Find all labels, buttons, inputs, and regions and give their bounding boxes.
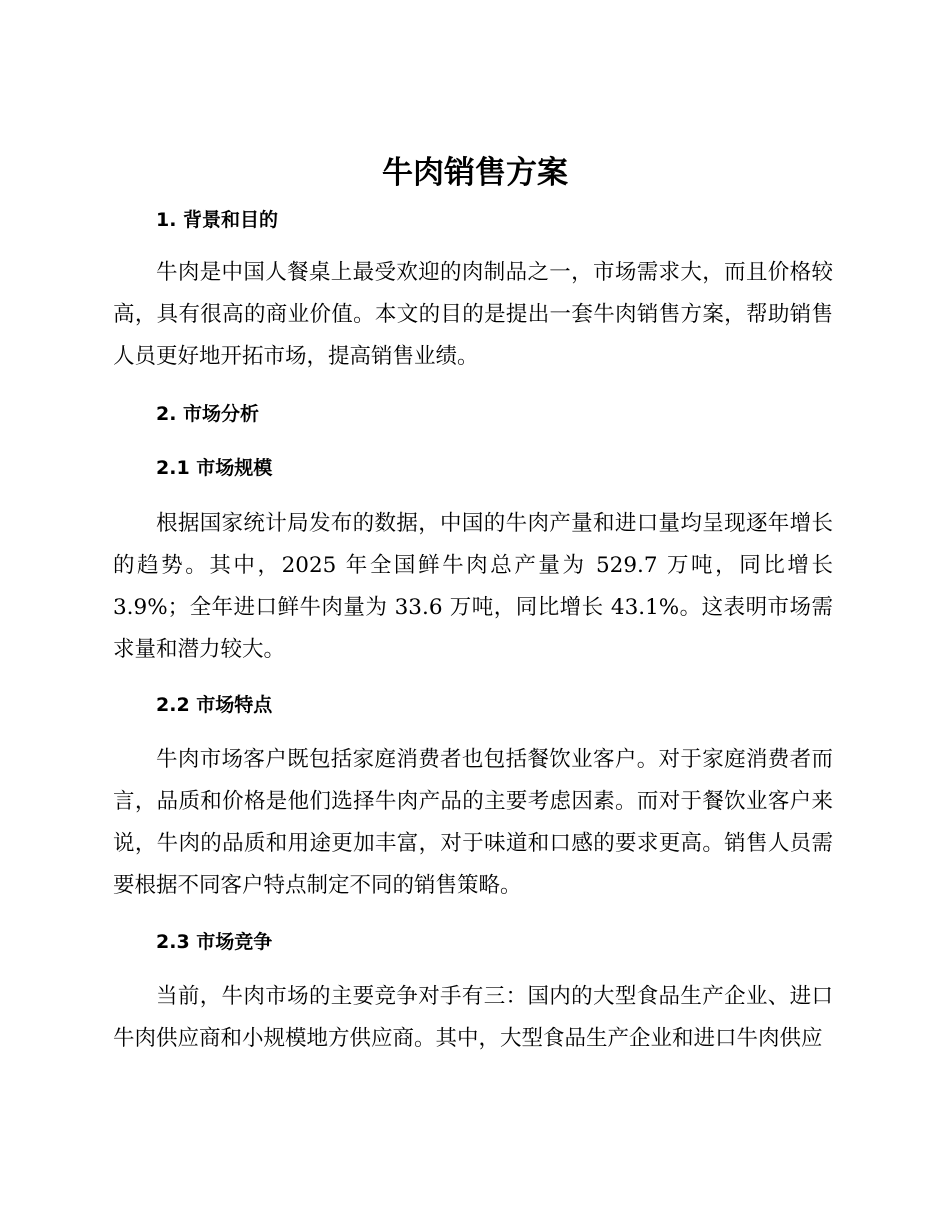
paragraph-market-size: 根据国家统计局发布的数据，中国的牛肉产量和进口量均呈现逐年增长的趋势。其中，2025 年全国鲜牛肉总产量为 529.7 万吨，同比增长 3.9%；全年进口鲜牛肉量为 33.6 万吨，同比增长 43.1%。这表明市场需求量和潜力较大。 [113,511,833,662]
document-title: 牛肉销售方案 [382,155,568,191]
section-heading-market-features: 2.2 市场特点 [156,694,273,716]
paragraph-market-features: 牛肉市场客户既包括家庭消费者也包括餐饮业客户。对于家庭消费者而言，品质和价格是他们选择牛肉产品的主要考虑因素。而对于餐饮业客户来说，牛肉的品质和用途更加丰富，对于味道和口感的要求更高。销售人员需要根据不同客户特点制定不同的销售策略。 [113,747,833,898]
section-heading-market-competition: 2.3 市场竞争 [156,931,273,953]
section-heading-market-analysis: 2. 市场分析 [156,403,260,425]
paragraph-market-competition: 当前，牛肉市场的主要竞争对手有三：国内的大型食品生产企业、进口牛肉供应商和小规模地方供应商。其中，大型食品生产企业和进口牛肉供应 [113,984,833,1051]
paragraph-background: 牛肉是中国人餐桌上最受欢迎的肉制品之一，市场需求大，而且价格较高，具有很高的商业价值。本文的目的是提出一套牛肉销售方案，帮助销售人员更好地开拓市场，提高销售业绩。 [113,260,833,369]
section-heading-background: 1. 背景和目的 [156,209,279,231]
section-heading-market-size: 2.1 市场规模 [156,457,273,479]
